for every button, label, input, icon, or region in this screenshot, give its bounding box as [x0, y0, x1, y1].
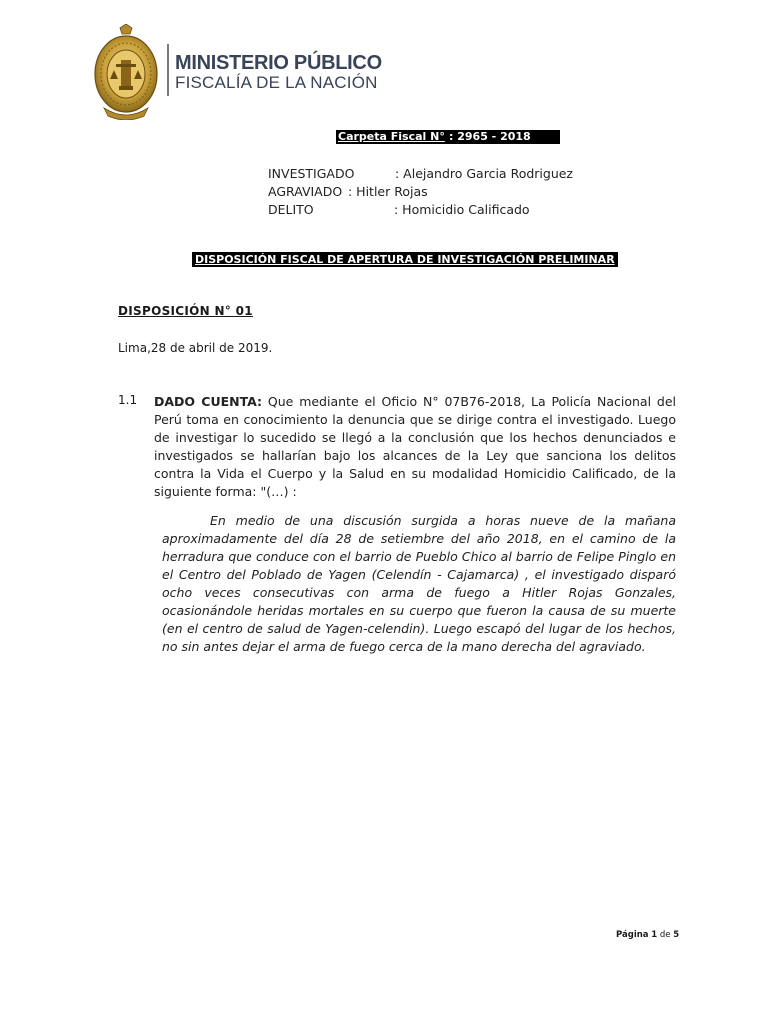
date-line: Lima,28 de abril de 2019.: [118, 341, 273, 355]
carpeta-fiscal-label: Carpeta Fiscal N°: [338, 130, 445, 143]
agraviado-value: : Hitler Rojas: [348, 184, 428, 199]
investigado-value: : Alejandro Garcia Rodriguez: [395, 166, 573, 181]
document-title: DISPOSICIÓN FISCAL DE APERTURA DE INVESTIGACIÓN PRELIMINAR: [192, 252, 618, 267]
page-label: Página: [616, 930, 649, 940]
carpeta-fiscal-banner: [336, 130, 560, 144]
section-heading: DADO CUENTA:: [154, 394, 263, 409]
delito-value: : Homicidio Calificado: [394, 202, 530, 217]
page-footer: [616, 930, 679, 940]
page-of: de: [659, 930, 671, 940]
quoted-facts: En medio de una discusión surgida a horas nueve de la mañana aproximadamente del día 28 de setiembre del año 2018, en el camino de la herradura que conduce con el barrio de Pueblo Chico al barrio de Felipe Pinglo en el Centro del Poblado de Yagen (Celendín - Cajamarca) , el investigado disparó ocho veces consecutivas con arma de fuego a Hitler Rojas Gonzales, ocasionándole heridas mortales en su cuerpo que fueron la causa de su muerte (en el centro de salud de Yagen-celendin). Luego escapó del lugar de los hechos, no sin antes dejar el arma de fuego cerca de la mano derecha del agraviado.: [162, 513, 676, 654]
page-total: 5: [673, 930, 680, 940]
ministerio-publico-seal-icon: [92, 24, 160, 120]
investigado-label: INVESTIGADO: [268, 166, 355, 181]
carpeta-fiscal-value: : 2965 - 2018: [449, 130, 531, 143]
page-current: 1: [651, 930, 658, 940]
agraviado-label: AGRAVIADO: [268, 184, 343, 199]
section-number: 1.1: [118, 393, 138, 407]
disposicion-number: DISPOSICIÓN N° 01: [118, 304, 253, 318]
delito-label: DELITO: [268, 202, 314, 217]
section-paragraph: [154, 393, 676, 501]
institution-subtitle: FISCALÍA DE LA NACIÓN: [175, 73, 378, 92]
section-text: Que mediante el Oficio N° 07B76-2018, La Policía Nacional del Perú toma en conocimiento la denuncia que se dirige contra el investigado. Luego de investigar lo sucedido se llegó a la conclusión que los hechos denunciados e investigados se hallarían bajo los alcances de la Ley que sanciona los delitos contra la Vida el Cuerpo y la Salud en su modalidad Homicidio Calificado, de la siguiente forma: "(…) :: [154, 394, 676, 499]
institution-title: MINISTERIO PÚBLICO: [175, 52, 382, 74]
logo-divider: [167, 44, 169, 96]
